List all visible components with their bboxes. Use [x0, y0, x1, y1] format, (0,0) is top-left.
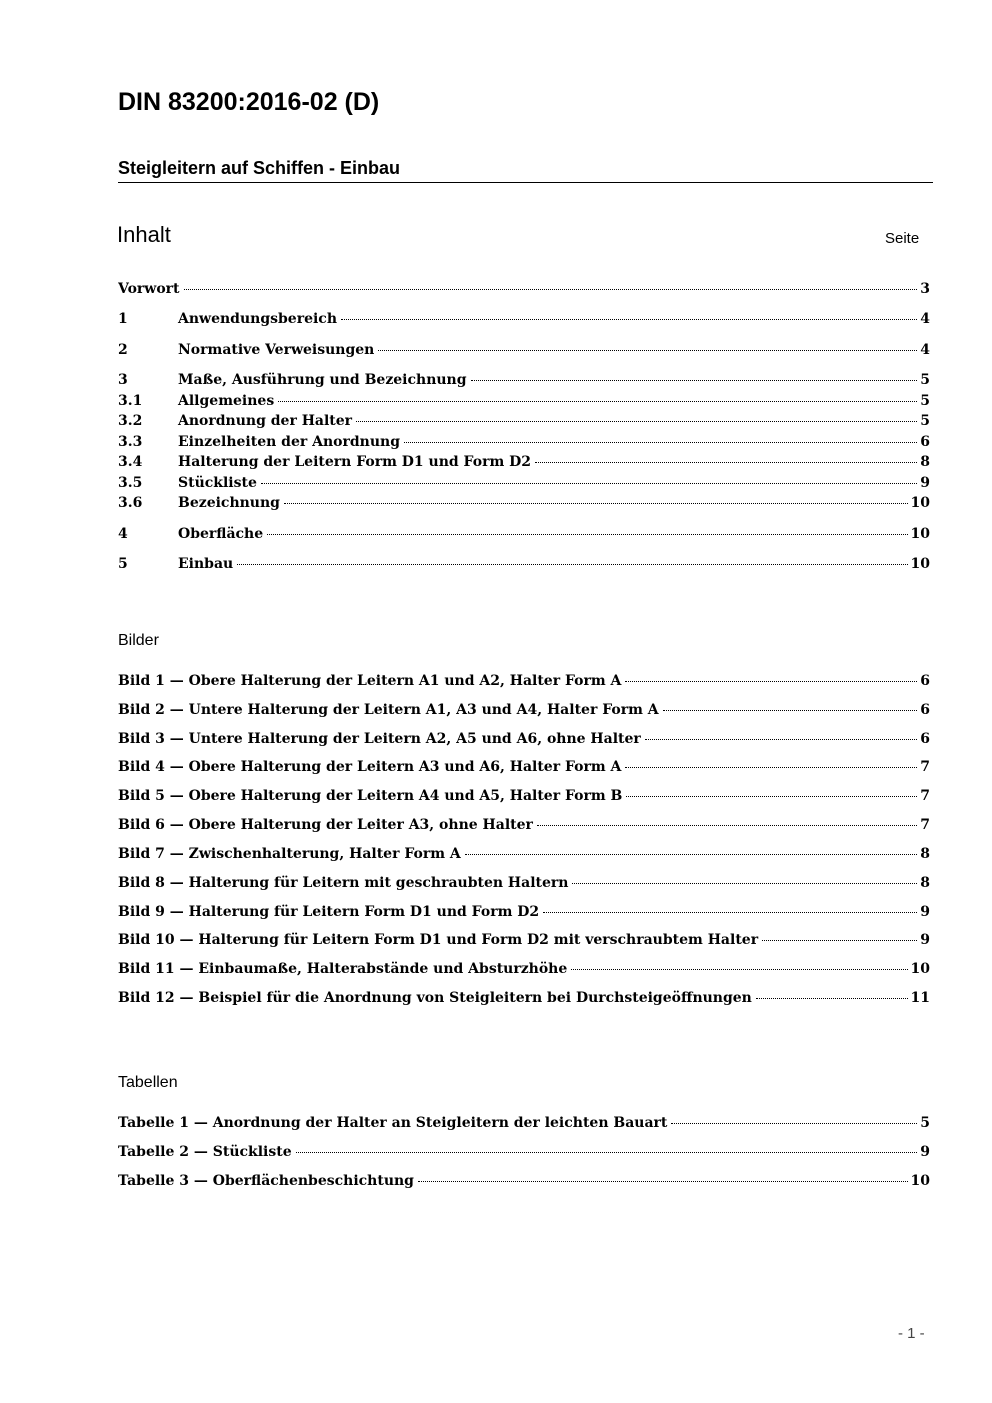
toc-entry-number: 3	[118, 372, 128, 388]
toc-entry-3-6[interactable]	[118, 495, 930, 515]
toc-entry-page: 3	[920, 281, 930, 297]
toc-entry-title: Vorwort	[118, 281, 180, 297]
table-entry-page: 5	[920, 1115, 930, 1131]
toc-entry-page: 6	[920, 434, 930, 450]
dot-leader	[572, 883, 917, 884]
figure-entry-11[interactable]	[118, 961, 930, 981]
dot-leader	[267, 534, 907, 535]
figure-entry-page: 9	[920, 932, 930, 948]
table-entry-3[interactable]	[118, 1173, 930, 1193]
toc-entry-page: 10	[910, 526, 930, 542]
dot-leader	[762, 940, 917, 941]
dot-leader	[543, 912, 917, 913]
toc-entry-number: 3.2	[118, 413, 143, 429]
toc-entry-page: 10	[910, 556, 930, 572]
toc-entry-number: 3.6	[118, 495, 143, 511]
dot-leader	[625, 681, 917, 682]
table-entry-1[interactable]	[118, 1115, 930, 1135]
figure-entry-title: Bild 12 — Beispiel für die Anordnung von Steigleitern bei Durchsteigeöffnungen	[118, 990, 752, 1006]
dot-leader	[378, 350, 917, 351]
table-entry-title: Tabelle 3 — Oberflächenbeschichtung	[118, 1173, 414, 1189]
dot-leader	[626, 796, 917, 797]
dot-leader	[278, 401, 917, 402]
page-number: - 1 -	[898, 1325, 925, 1342]
dot-leader	[418, 1181, 908, 1182]
figure-entry-page: 8	[920, 846, 930, 862]
toc-entry-title: Anwendungsbereich	[178, 311, 337, 327]
dot-leader	[465, 854, 917, 855]
table-entry-title: Tabelle 2 — Stückliste	[118, 1144, 292, 1160]
toc-entry-page: 8	[920, 454, 930, 470]
figure-entry-12[interactable]	[118, 990, 930, 1010]
figure-entry-title: Bild 9 — Halterung für Leitern Form D1 und Form D2	[118, 904, 540, 920]
figure-entry-page: 9	[920, 904, 930, 920]
toc-entry-3-2[interactable]	[118, 413, 930, 433]
toc-entry-page: 9	[920, 475, 930, 491]
toc-entry-title: Stückliste	[178, 475, 257, 491]
table-entry-page: 10	[910, 1173, 930, 1189]
dot-leader	[756, 998, 908, 999]
figure-entry-title: Bild 4 — Obere Halterung der Leitern A3 und A6, Halter Form A	[118, 759, 622, 775]
dot-leader	[535, 462, 917, 463]
figure-entry-page: 6	[920, 673, 930, 689]
figure-entry-page: 7	[920, 817, 930, 833]
figure-entry-title: Bild 11 — Einbaumaße, Halterabstände und Absturzhöhe	[118, 961, 568, 977]
figure-entry-2[interactable]	[118, 702, 930, 722]
toc-entry-title: Einbau	[178, 556, 234, 572]
toc-entry-number: 3.3	[118, 434, 143, 450]
document-title: DIN 83200:2016-02 (D)	[118, 88, 380, 116]
figure-entry-5[interactable]	[118, 788, 930, 808]
figure-entry-page: 8	[920, 875, 930, 891]
toc-entry-4[interactable]	[118, 526, 930, 546]
figure-entry-title: Bild 5 — Obere Halterung der Leitern A4 und A5, Halter Form B	[118, 788, 623, 804]
toc-entry-title: Maße, Ausführung und Bezeichnung	[178, 372, 467, 388]
toc-entry-number: 3.4	[118, 454, 143, 470]
figure-entry-title: Bild 1 — Obere Halterung der Leitern A1 und A2, Halter Form A	[118, 673, 622, 689]
toc-entry-vorwort[interactable]	[118, 281, 930, 301]
figure-entry-title: Bild 3 — Untere Halterung der Leitern A2, A5 und A6, ohne Halter	[118, 731, 641, 747]
toc-entry-title: Allgemeines	[178, 393, 275, 409]
table-entry-page: 9	[920, 1144, 930, 1160]
dot-leader	[356, 421, 917, 422]
toc-entry-title: Normative Verweisungen	[178, 342, 375, 358]
toc-entry-page: 4	[920, 311, 930, 327]
figure-entry-title: Bild 10 — Halterung für Leitern Form D1 und Form D2 mit verschraubtem Halter	[118, 932, 759, 948]
figure-entry-1[interactable]	[118, 673, 930, 693]
figure-entry-7[interactable]	[118, 846, 930, 866]
dot-leader	[184, 289, 918, 290]
toc-heading: Inhalt	[117, 222, 171, 247]
toc-entry-number: 5	[118, 556, 128, 572]
dot-leader	[571, 969, 907, 970]
dot-leader	[671, 1123, 917, 1124]
figure-entry-page: 7	[920, 788, 930, 804]
toc-entry-1[interactable]	[118, 311, 930, 331]
document-subtitle: Steigleitern auf Schiffen - Einbau	[118, 158, 933, 183]
figure-entry-page: 6	[920, 731, 930, 747]
figure-entry-9[interactable]	[118, 904, 930, 924]
dot-leader	[471, 380, 918, 381]
figure-entry-page: 6	[920, 702, 930, 718]
toc-entry-page: 10	[910, 495, 930, 511]
toc-entry-5[interactable]	[118, 556, 930, 576]
toc-entry-2[interactable]	[118, 342, 930, 362]
figure-entry-page: 11	[910, 990, 930, 1006]
toc-entry-3-5[interactable]	[118, 475, 930, 495]
toc-entry-title: Halterung der Leitern Form D1 und Form D2	[178, 454, 532, 470]
dot-leader	[663, 710, 918, 711]
figures-heading: Bilder	[118, 632, 159, 649]
page-column-label: Seite	[885, 230, 920, 247]
figure-entry-page: 7	[920, 759, 930, 775]
figure-entry-8[interactable]	[118, 875, 930, 895]
table-entry-2[interactable]	[118, 1144, 930, 1164]
toc-entry-3-4[interactable]	[118, 454, 930, 474]
toc-entry-3[interactable]	[118, 372, 930, 392]
figure-entry-4[interactable]	[118, 759, 930, 779]
figure-entry-title: Bild 6 — Obere Halterung der Leiter A3, ohne Halter	[118, 817, 533, 833]
table-entry-title: Tabelle 1 — Anordnung der Halter an Steigleitern der leichten Bauart	[118, 1115, 668, 1131]
tables-heading: Tabellen	[118, 1074, 178, 1091]
toc-entry-title: Oberfläche	[178, 526, 264, 542]
toc-entry-title: Bezeichnung	[178, 495, 280, 511]
toc-entry-number: 3.5	[118, 475, 143, 491]
dot-leader	[284, 503, 908, 504]
toc-entry-3-3[interactable]	[118, 434, 930, 454]
toc-entry-number: 4	[118, 526, 128, 542]
toc-entry-number: 2	[118, 342, 128, 358]
figure-entry-title: Bild 2 — Untere Halterung der Leitern A1, A3 und A4, Halter Form A	[118, 702, 659, 718]
toc-entry-page: 5	[920, 413, 930, 429]
figure-entry-10[interactable]	[118, 932, 930, 952]
figure-entry-title: Bild 7 — Zwischenhalterung, Halter Form A	[118, 846, 461, 862]
dot-leader	[237, 564, 907, 565]
dot-leader	[296, 1152, 918, 1153]
toc-entry-page: 4	[920, 342, 930, 358]
toc-entry-title: Anordnung der Halter	[178, 413, 353, 429]
toc-entry-number: 1	[118, 311, 128, 327]
dot-leader	[261, 483, 917, 484]
figure-entry-page: 10	[910, 961, 930, 977]
figure-entry-title: Bild 8 — Halterung für Leitern mit geschraubten Haltern	[118, 875, 569, 891]
dot-leader	[404, 442, 917, 443]
toc-entry-page: 5	[920, 393, 930, 409]
toc-entry-page: 5	[920, 372, 930, 388]
toc-entry-number: 3.1	[118, 393, 143, 409]
toc-entry-title: Einzelheiten der Anordnung	[178, 434, 400, 450]
toc-entry-3-1[interactable]	[118, 393, 930, 413]
dot-leader	[537, 825, 917, 826]
dot-leader	[645, 739, 917, 740]
dot-leader	[341, 319, 917, 320]
figure-entry-3[interactable]	[118, 731, 930, 751]
dot-leader	[625, 767, 917, 768]
figure-entry-6[interactable]	[118, 817, 930, 837]
